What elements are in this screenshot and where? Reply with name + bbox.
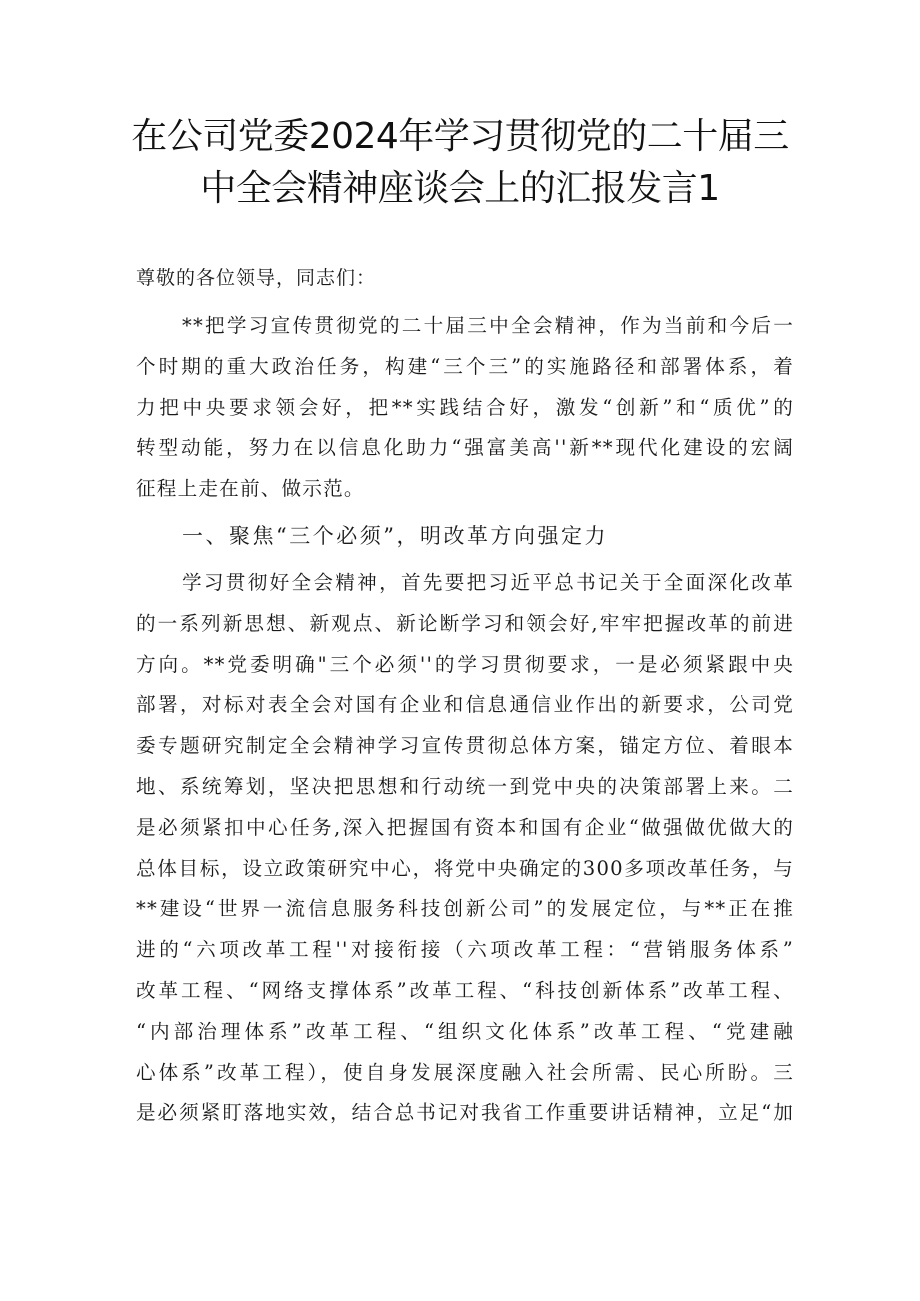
section-line-11: 改革工程、“网络支撑体系”改革工程、“科技创新体系”改革工程、	[136, 978, 794, 1002]
intro-line-5: 征程上走在前、做示范。	[136, 477, 365, 501]
section-line-6: 地、系统筹划，坚决把思想和行动统一到党中央的决策部署上来。二	[136, 774, 794, 798]
intro-line-1: **把学习宣传贯彻党的二十届三中全会精神，作为当前和今后一	[182, 314, 794, 337]
document-title	[120, 111, 800, 215]
section-line-9: **建设“世界一流信息服务科技创新公司”的发展定位，与**正在推	[136, 897, 794, 921]
salutation: 尊敬的各位领导，同志们：	[136, 267, 377, 289]
section-line-3: 方向。**党委明确"三个必须''的学习贯彻要求，一是必须紧跟中央	[136, 652, 794, 676]
intro-line-2: 个时期的重大政治任务，构建“三个三”的实施路径和部署体系，着	[136, 354, 794, 378]
section-line-2: 的一系列新思想、新观点、新论断学习和领会好,牢牢把握改革的前进	[136, 611, 794, 635]
section-heading: 一、聚焦“三个必须”，明改革方向强定力	[182, 524, 608, 548]
section-line-12: “内部治理体系”改革工程、“组织文化体系”改革工程、“党建融	[136, 1019, 794, 1043]
section-line-13: 心体系”改革工程），使自身发展深度融入社会所需、民心所盼。三	[136, 1060, 794, 1084]
section-line-10: 进的“六项改革工程''对接衔接（六项改革工程：“营销服务体系”	[136, 938, 794, 962]
intro-line-4: 转型动能，努力在以信息化助力“强富美高''新**现代化建设的宏阔	[136, 436, 794, 460]
intro-line-3: 力把中央要求领会好，把**实践结合好，激发“创新”和“质优”的	[136, 395, 794, 419]
title-line-2: 中全会精神座谈会上的汇报发言1	[200, 168, 720, 209]
section-paragraph	[136, 563, 794, 1134]
section-line-7: 是必须紧扣中心任务,深入把握国有资本和国有企业“做强做优做大的	[136, 815, 794, 839]
section-line-4: 部署，对标对表全会对国有企业和信息通信业作出的新要求，公司党	[136, 693, 794, 717]
section-line-5: 委专题研究制定全会精神学习宣传贯彻总体方案，锚定方位、着眼本	[136, 734, 794, 758]
title-line-1: 在公司党委2024年学习贯彻党的二十届三	[131, 116, 789, 157]
section-line-1: 学习贯彻好全会精神，首先要把习近平总书记关于全面深化改革	[182, 571, 794, 594]
section-line-8: 总体目标，设立政策研究中心，将党中央确定的300多项改革任务，与	[136, 856, 794, 880]
intro-paragraph	[136, 306, 794, 510]
section-line-14: 是必须紧盯落地实效，结合总书记对我省工作重要讲话精神，立足“加	[136, 1101, 794, 1125]
